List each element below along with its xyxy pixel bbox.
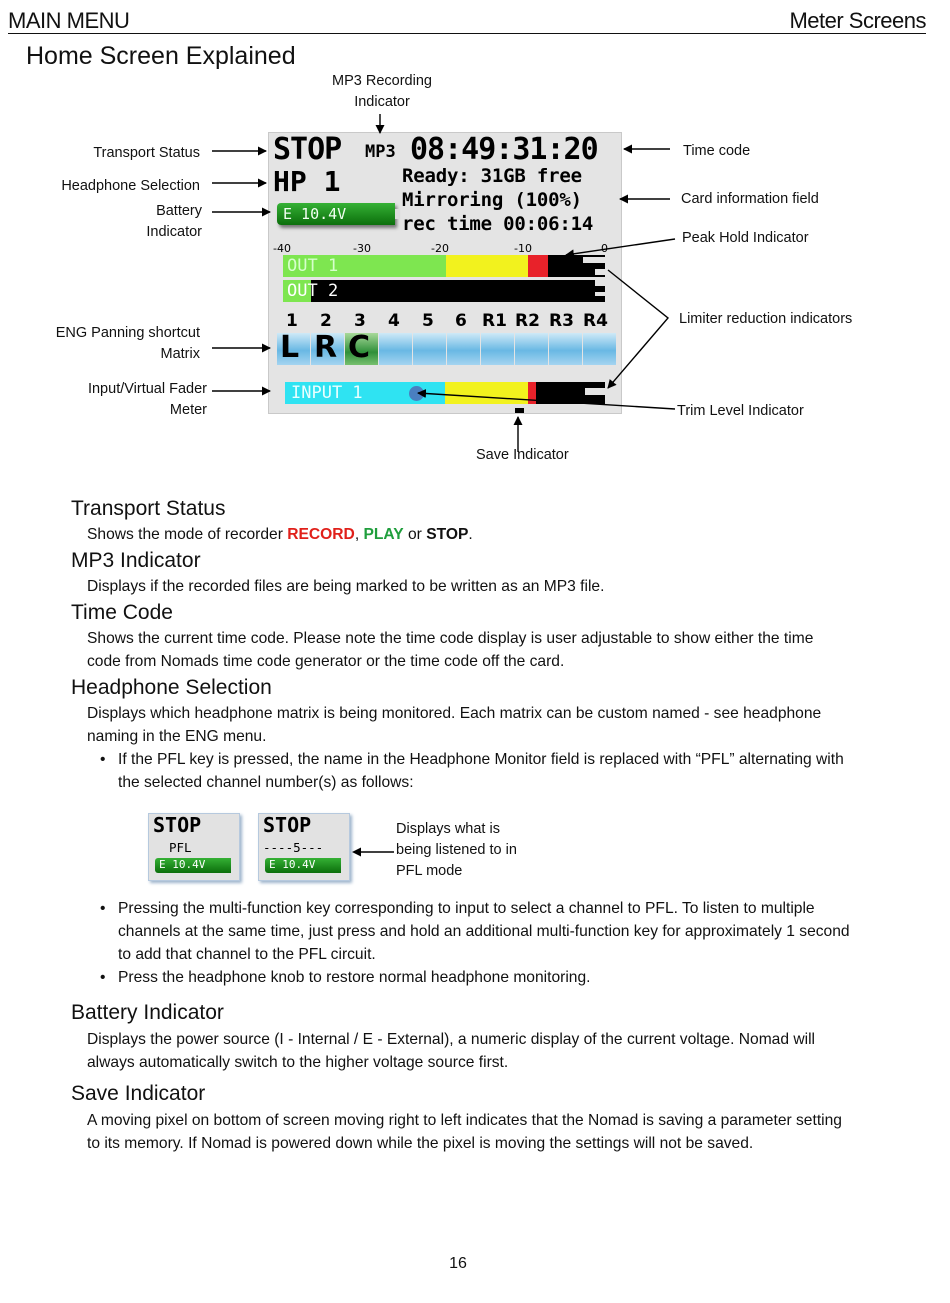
arrow-limiter (608, 270, 668, 388)
battery-paragraph-line: always automatically switch to the higher voltage source first. (87, 1054, 509, 1071)
section-title-mp3: MP3 Indicator (71, 549, 201, 572)
arrow-peak-hold (566, 239, 675, 255)
record-mode-text: RECORD (287, 526, 355, 543)
scale-tick-label: 0 (601, 242, 608, 255)
scale-tick-label: -40 (273, 242, 291, 255)
channel-number: 3 (354, 311, 366, 331)
channel-number: 5 (422, 311, 434, 331)
channel-number: R4 (583, 311, 608, 331)
pan-letter-l: L (280, 330, 300, 365)
channel-number: 1 (286, 311, 298, 331)
bullet-text-line: channels at the same time, just press and hold an additional multi-function key for approximately 1 second (118, 923, 850, 940)
pfl-caption-line: being listened to in (396, 842, 517, 858)
battery-paragraph-line: Displays the power source (I - Internal / E - External), a numeric display of the current voltage. Nomad will (87, 1031, 816, 1048)
thumb-battery: E 10.4V (155, 858, 231, 873)
callout-limiter: Limiter reduction indicators (679, 311, 853, 327)
save-paragraph-line: to its memory. If Nomad is powered down while the pixel is moving the settings will not be saved. (87, 1135, 754, 1152)
pfl-thumb-label (148, 813, 240, 881)
out1-label: OUT 1 (287, 256, 339, 276)
channel-number: R1 (482, 311, 507, 331)
bullet-text-line: the selected channel number(s) as follows: (118, 774, 414, 791)
bullet-dot-icon: • (100, 900, 106, 917)
section-title-transport: Transport Status (71, 497, 226, 520)
section-title-headphone: Headphone Selection (71, 676, 272, 699)
thumb-battery: E 10.4V (265, 858, 341, 873)
bullet-text-line: If the PFL key is pressed, the name in the Headphone Monitor field is replaced with “PFL” alternating with (118, 751, 844, 768)
out2-label: OUT 2 (287, 281, 339, 301)
headphone-paragraph-line: Displays which headphone matrix is being monitored. Each matrix can be custom named - see headphone (87, 705, 822, 722)
thumb-channel-text: ----5--- (263, 840, 324, 855)
timecode-paragraph-line: code from Nomads time code generator or the time code off the card. (87, 653, 565, 670)
play-mode-text: PLAY (363, 526, 404, 543)
callout-trim-level: Trim Level Indicator (677, 403, 804, 419)
bullet-text-line: Pressing the multi-function key corresponding to input to select a channel to PFL. To listen to multiple (118, 900, 815, 917)
card-mirroring-text: Mirroring (100%) (402, 189, 582, 211)
transport-paragraph: Shows the mode of recorder RECORD, PLAY or STOP. (87, 526, 473, 543)
channel-number: 2 (320, 311, 332, 331)
pan-letter-r: R (314, 330, 338, 365)
section-title-timecode: Time Code (71, 601, 173, 624)
callout-time-code: Time code (683, 143, 751, 159)
callout-headphone-selection: Headphone Selection (61, 178, 200, 194)
thumb-stop-text: STOP (263, 813, 312, 837)
pfl-caption-line: Displays what is (396, 821, 500, 837)
channel-number: 6 (455, 311, 467, 331)
arrow-trim (418, 393, 675, 409)
card-rec-time-text: rec time 00:06:14 (402, 213, 594, 235)
bullet-text-line: to add that channel to the PFL circuit. (118, 946, 376, 963)
stop-mode-text: STOP (426, 526, 469, 543)
channel-number: R2 (515, 311, 540, 331)
page-title: Home Screen Explained (26, 42, 296, 70)
callout-battery-indicator: Battery Indicator (146, 203, 202, 240)
header-section-title: MAIN MENU (8, 8, 130, 33)
thumb-stop-text: STOP (153, 813, 202, 837)
mp3-paragraph: Displays if the recorded files are being marked to be written as an MP3 file. (87, 578, 605, 595)
mp3-indicator: MP3 (365, 142, 396, 162)
section-title-battery: Battery Indicator (71, 1001, 224, 1024)
battery-voltage: E 10.4V (283, 205, 347, 223)
timecode-text: 08:49:31:20 (410, 132, 598, 167)
callout-save-indicator: Save Indicator (476, 447, 569, 463)
scale-tick-label: -20 (431, 242, 449, 255)
header-chapter-title: Meter Screens (789, 8, 926, 33)
headphone-selection-text: HP 1 (273, 165, 341, 198)
callout-arrows (0, 0, 950, 480)
callout-mp3-recording: MP3 Recording Indicator (332, 73, 432, 110)
scale-tick-label: -10 (514, 242, 532, 255)
section-title-save: Save Indicator (71, 1082, 206, 1105)
pfl-caption-line: PFL mode (396, 863, 463, 879)
pfl-caption-arrow (352, 845, 398, 859)
channel-number: 4 (388, 311, 400, 331)
callout-peak-hold: Peak Hold Indicator (682, 230, 809, 246)
input-label: INPUT 1 (291, 383, 363, 403)
channel-number: R3 (549, 311, 574, 331)
page-number: 16 (449, 1255, 467, 1272)
card-ready-text: Ready: 31GB free (402, 165, 582, 187)
transport-status-text: STOP (273, 132, 342, 167)
save-paragraph-line: A moving pixel on bottom of screen moving right to left indicates that the Nomad is saving a parameter setting (87, 1112, 842, 1129)
timecode-paragraph-line: Shows the current time code. Please note the time code display is user adjustable to show either the time (87, 630, 814, 647)
bullet-dot-icon: • (100, 751, 106, 768)
pan-letter-c: C (348, 330, 371, 365)
headphone-paragraph-line: naming in the ENG menu. (87, 728, 267, 745)
callout-card-info: Card information field (681, 191, 819, 207)
pfl-thumb-channel (258, 813, 350, 881)
bullet-dot-icon: • (100, 969, 106, 986)
thumb-pfl-text: PFL (169, 840, 192, 855)
scale-tick-label: -30 (353, 242, 371, 255)
callout-transport-status: Transport Status (93, 145, 200, 161)
bullet-text-line: Press the headphone knob to restore normal headphone monitoring. (118, 969, 591, 986)
callout-input-fader: Input/Virtual Fader Meter (87, 381, 207, 418)
callout-eng-panning: ENG Panning shortcut Matrix (55, 325, 200, 362)
